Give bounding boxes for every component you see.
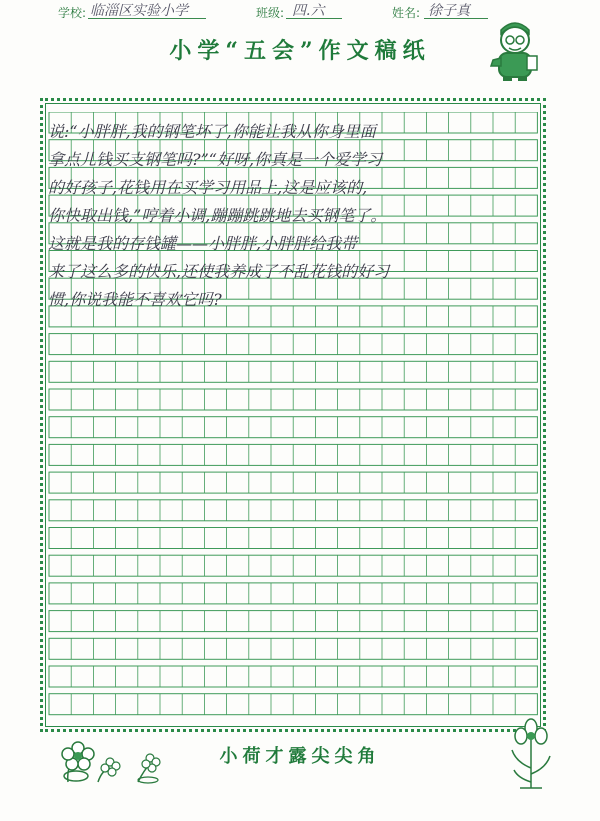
grid-row	[49, 500, 537, 521]
mascot-icon	[485, 20, 545, 82]
page-title: 小学“五会”作文稿纸	[169, 38, 431, 64]
essay-line: 的好孩子,花钱用在买学习用品上,这是应该的,	[48, 178, 368, 197]
essay-line: 来了这么多的快乐,还使我养成了不乱花钱的好习	[48, 262, 390, 281]
motto: 小荷才露尖尖角	[219, 746, 381, 767]
name-underline	[424, 18, 488, 19]
class-underline	[286, 18, 342, 19]
grid-row	[49, 472, 537, 493]
essay-line: 惯,你说我能不喜欢它吗?	[48, 290, 222, 309]
class-label: 班级:	[256, 6, 285, 20]
school-underline	[88, 18, 206, 19]
grid-row	[49, 444, 537, 465]
essay-line: 说:“小胖胖,我的钢笔坏了,你能让我从你身里面	[48, 122, 376, 141]
grid-row	[49, 417, 537, 438]
grid-row	[49, 389, 537, 410]
grid-row	[49, 694, 537, 715]
grid-row	[49, 583, 537, 604]
essay-line: 你快取出钱,”哼着小调,蹦蹦跳跳地去买钢笔了。	[48, 206, 387, 225]
grid-row	[49, 306, 537, 327]
grid-row	[49, 361, 537, 382]
name-value: 徐子真	[428, 3, 470, 19]
flower-right-icon	[506, 718, 556, 790]
grid-row	[49, 638, 537, 659]
name-label: 姓名:	[392, 6, 421, 20]
school-label: 学校:	[58, 6, 87, 20]
essay-line: 这就是我的存钱罐——小胖胖,小胖胖给我带	[48, 234, 358, 253]
class-value: 四.六	[292, 3, 325, 19]
essay-line: 拿点儿钱买支钢笔吗?”“好呀,你真是一个爱学习	[48, 150, 383, 169]
grid-row	[49, 611, 537, 632]
grid-row	[49, 666, 537, 687]
grid-row	[49, 334, 537, 355]
grid-row	[49, 555, 537, 576]
school-value: 临淄区实验小学	[90, 3, 188, 19]
grid-row	[49, 528, 537, 549]
